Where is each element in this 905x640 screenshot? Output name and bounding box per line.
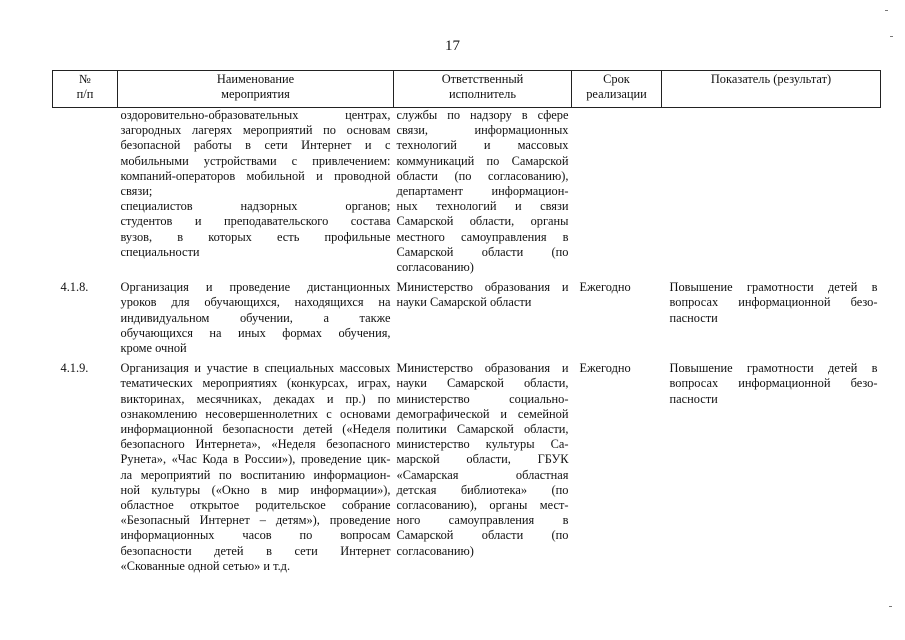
responsible-line: науки Самарской области <box>396 295 532 310</box>
activity-name-line: оздоровительно-образовательных центрах, <box>120 108 391 122</box>
activity-name-line: областное открытое родительское собрание <box>120 498 391 513</box>
table-row <box>53 280 881 356</box>
header-activity-name: Наименование мероприятия <box>118 71 394 108</box>
result-line: вопросах информационной безо- <box>669 376 878 391</box>
activity-name-line: мобильными устройствами с привлечением: <box>120 153 391 168</box>
table-body <box>53 108 881 575</box>
scan-mark <box>889 606 892 607</box>
activity-name-line: вузов, в которых есть профильные <box>120 229 391 244</box>
row-number: 4.1.8. <box>60 280 89 295</box>
responsible-line: местного самоуправления в <box>396 229 569 244</box>
term-cell <box>572 280 662 356</box>
activity-name-line: Организация и проведение дистанционных <box>120 280 391 295</box>
activity-name-line: тематических мероприятиях (конкурсах, играх, <box>120 376 391 391</box>
row-number-cell <box>53 280 118 356</box>
result-line: вопросах информационной безо- <box>669 295 878 310</box>
responsible-line: согласованию) <box>396 260 474 275</box>
activity-name-cell <box>118 361 394 574</box>
activity-name-line: Организация и участие в специальных массовых <box>120 361 391 376</box>
result-cell <box>662 108 881 276</box>
activity-name-line: Рунета», «Час Кода в России»), проведение цик- <box>120 452 391 467</box>
responsible-line: демографической и семейной <box>396 406 569 421</box>
activity-name-line: компаний-операторов мобильной и проводной <box>120 168 391 183</box>
term-cell <box>572 108 662 276</box>
responsible-cell <box>394 280 572 356</box>
result-cell <box>662 280 881 356</box>
responsible-line: Самарской области, органы <box>396 214 569 229</box>
activity-plan-table <box>52 70 881 574</box>
responsible-line: марской области, ГБУК <box>396 452 569 467</box>
responsible-line: «Самарская областная <box>396 467 569 482</box>
row-number-cell <box>53 108 118 276</box>
responsible-cell <box>394 108 572 276</box>
activity-name-line: связи; <box>120 184 153 199</box>
activity-name-cell <box>118 108 394 276</box>
header-term: Срок реализации <box>572 71 662 108</box>
activity-name-line: ла мероприятий по воспитанию информацион- <box>120 467 391 482</box>
result-line: Повышение грамотности детей в <box>669 361 878 376</box>
responsible-line: Министерство образования и <box>396 361 569 376</box>
activity-name-line: уроков для обучающихся, находящихся на <box>120 295 391 310</box>
activity-name-line: индивидуальном обучении, а также <box>120 310 391 325</box>
activity-name-line: информационной безопасности детей («Неделя <box>120 422 391 437</box>
responsible-line: согласованию) <box>396 543 474 558</box>
header-number: № п/п <box>53 71 118 108</box>
header-responsible: Ответственный исполнитель <box>394 71 572 108</box>
responsible-line: политики Самарской области, <box>396 422 569 437</box>
activity-name-line: ной культуры («Окно в мир информации»), <box>120 482 391 497</box>
term-value: Ежегодно <box>579 280 631 295</box>
activity-name-line: информационных часов по вопросам <box>120 528 391 543</box>
table-row <box>53 108 881 276</box>
row-number: 4.1.9. <box>60 361 89 376</box>
result-line: пасности <box>669 310 718 325</box>
result-line: пасности <box>669 391 718 406</box>
responsible-line: коммуникаций по Самарской <box>396 153 569 168</box>
responsible-line: Министерство образования и <box>396 280 569 295</box>
activity-name-line: специальности <box>120 244 200 259</box>
term-cell <box>572 361 662 574</box>
responsible-line: Самарской области (по <box>396 244 569 259</box>
activity-name-cell <box>118 280 394 356</box>
responsible-line: области (по согласованию), <box>396 168 569 183</box>
scan-mark <box>890 36 893 37</box>
responsible-line: министерство культуры Са- <box>396 437 569 452</box>
responsible-line: департамент информацион- <box>396 184 569 199</box>
responsible-line: технологий и массовых <box>396 138 569 153</box>
responsible-line: детская библиотека» (по <box>396 482 569 497</box>
activity-name-line: безопасной работы в сети Интернет и с <box>120 138 391 153</box>
activity-name-line: безопасного Интернета», «Неделя безопасного <box>120 437 391 452</box>
responsible-line: службы по надзору в сфере <box>396 108 569 122</box>
activity-name-line: студентов и преподавательского состава <box>120 214 391 229</box>
activity-name-line: ознакомлению несовершеннолетних с основами <box>120 406 391 421</box>
table-row <box>53 361 881 574</box>
activity-name-line: кроме очной <box>120 341 187 356</box>
responsible-line: согласованию), органы мест- <box>396 498 569 513</box>
page-number: 17 <box>445 38 460 54</box>
term-value: Ежегодно <box>579 361 631 376</box>
activity-name-line: «Скованные одной сетью» и т.д. <box>120 558 291 573</box>
result-line: Повышение грамотности детей в <box>669 280 878 295</box>
table-header <box>53 71 881 108</box>
activity-name-line: «Безопасный Интернет – детям»), проведение <box>120 513 391 528</box>
scan-mark <box>885 10 888 11</box>
responsible-line: науки Самарской области, <box>396 376 569 391</box>
activity-name-line: безопасности детей в сети Интернет <box>120 543 391 558</box>
activity-name-line: специалистов надзорных органов; <box>120 199 391 214</box>
header-result: Показатель (результат) <box>662 71 881 108</box>
responsible-line: Самарской области (по <box>396 528 569 543</box>
responsible-cell <box>394 361 572 574</box>
responsible-line: связи, информационных <box>396 123 569 138</box>
responsible-line: ного самоуправления в <box>396 513 569 528</box>
row-number-cell <box>53 361 118 574</box>
activity-name-line: викторинах, месячниках, декадах и пр.) по <box>120 391 391 406</box>
activity-name-line: обучающихся на иных формах обучения, <box>120 325 391 340</box>
activity-name-line: загородных лагерях мероприятий по основам <box>120 123 391 138</box>
result-cell <box>662 361 881 574</box>
responsible-line: министерство социально- <box>396 391 569 406</box>
responsible-line: ных технологий и связи <box>396 199 569 214</box>
